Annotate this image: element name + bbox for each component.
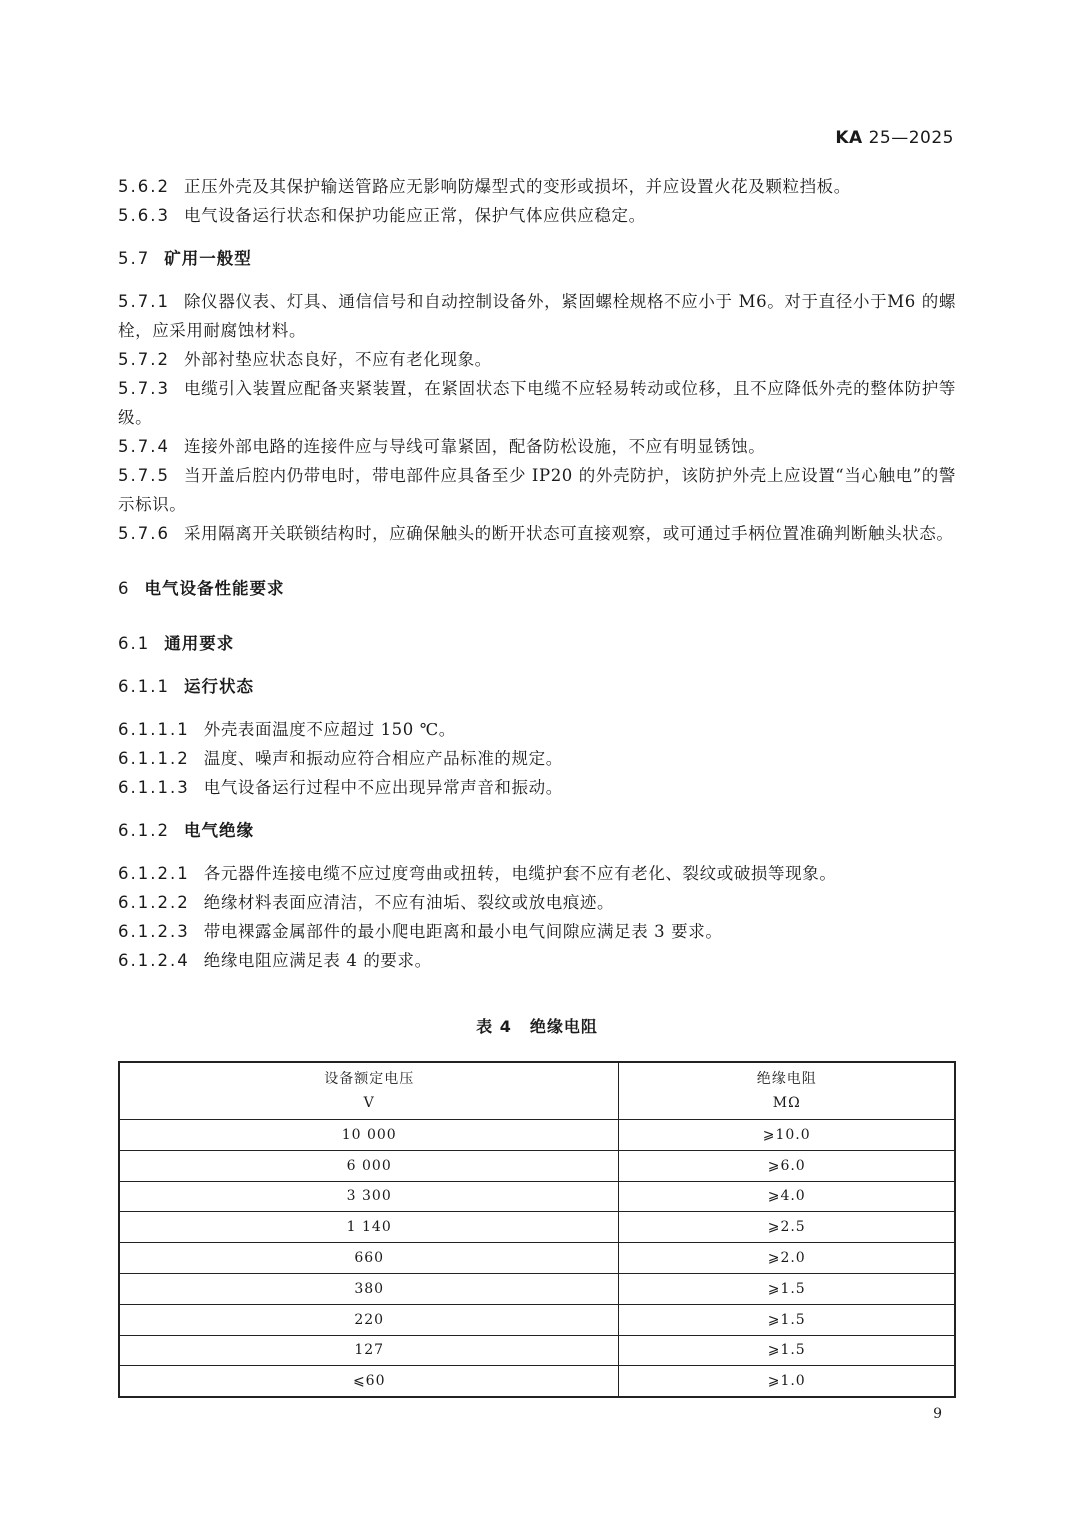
clause-text: 外壳表面温度不应超过 150 ℃。 (203, 720, 456, 739)
spacer (118, 230, 956, 244)
clause-text: 通用要求 (164, 634, 235, 653)
standard-code (835, 128, 954, 148)
clause-text: 电气绝缘 (183, 821, 254, 840)
clause-paragraph (118, 201, 956, 230)
section-heading (118, 574, 956, 603)
clause-text: 除仪器仪表、灯具、通信信号和自动控制设备外，紧固螺栓规格不应小于 M6。对于直径小于M6 的螺栓，应采用耐腐蚀材料。 (118, 292, 956, 340)
clause-text: 电气设备运行过程中不应出现异常声音和振动。 (203, 778, 563, 797)
clause-text: 电气设备性能要求 (144, 579, 285, 598)
insulation-resistance-cell: ⩾2.0 (619, 1243, 955, 1274)
insulation-resistance-cell: ⩾1.5 (619, 1335, 955, 1366)
table-row (119, 1243, 955, 1274)
clause-number: 5.7.1 (118, 292, 170, 311)
rated-voltage-cell: 1 140 (119, 1212, 619, 1243)
clause-number: 5.6.3 (118, 206, 170, 225)
clause-text: 电气设备运行状态和保护功能应正常，保护气体应供应稳定。 (183, 206, 646, 225)
table-row (119, 1304, 955, 1335)
clause-paragraph (118, 744, 956, 773)
clause-number: 6.1.2 (118, 821, 170, 840)
clause-paragraph (118, 287, 956, 345)
clause-paragraph (118, 888, 956, 917)
table-caption (118, 1014, 956, 1037)
clause-paragraph (118, 773, 956, 802)
header-insulation-resistance-label: 绝缘电阻 (756, 1071, 817, 1087)
clause-number: 6.1.1.1 (118, 720, 190, 739)
standard-code-number: 25—2025 (868, 128, 954, 148)
clause-number: 5.7.2 (118, 350, 170, 369)
clause-number: 5.6.2 (118, 177, 170, 196)
spacer (118, 802, 956, 816)
header-rated-voltage-label: 设备额定电压 (324, 1071, 415, 1087)
rated-voltage-cell: 380 (119, 1273, 619, 1304)
clause-number: 5.7.3 (118, 379, 170, 398)
clause-paragraph (118, 345, 956, 374)
body-text (118, 172, 956, 975)
rated-voltage-cell: 660 (119, 1243, 619, 1274)
table-body (119, 1120, 955, 1398)
table-row (119, 1181, 955, 1212)
section-heading (118, 672, 956, 701)
clause-paragraph (118, 917, 956, 946)
spacer (118, 603, 956, 629)
clause-text: 矿用一般型 (164, 249, 252, 268)
header-insulation-resistance (619, 1062, 955, 1120)
clause-text: 当开盖后腔内仍带电时，带电部件应具备至少 IP20 的外壳防护，该防护外壳上应设置“当心触电”的警示标识。 (118, 466, 956, 514)
clause-number: 6.1.2.4 (118, 951, 190, 970)
insulation-resistance-cell: ⩾6.0 (619, 1150, 955, 1181)
table-caption-number: 表 4 (476, 1017, 512, 1036)
header-rated-voltage (119, 1062, 619, 1120)
clause-number: 6.1.1 (118, 677, 170, 696)
header-rated-voltage-unit: V (363, 1095, 375, 1111)
clause-paragraph (118, 432, 956, 461)
clause-paragraph (118, 172, 956, 201)
section-heading (118, 244, 956, 273)
rated-voltage-cell: 6 000 (119, 1150, 619, 1181)
spacer (118, 845, 956, 859)
insulation-resistance-cell: ⩾2.5 (619, 1212, 955, 1243)
clause-number: 6.1.2.1 (118, 864, 190, 883)
clause-text: 各元器件连接电缆不应过度弯曲或扭转，电缆护套不应有老化、裂纹或破损等现象。 (203, 864, 837, 883)
clause-text: 温度、噪声和振动应符合相应产品标准的规定。 (203, 749, 563, 768)
rated-voltage-cell: 3 300 (119, 1181, 619, 1212)
table-row (119, 1120, 955, 1151)
clause-number: 6.1 (118, 634, 151, 653)
clause-number: 5.7.6 (118, 524, 170, 543)
clause-text: 连接外部电路的连接件应与导线可靠紧固，配备防松设施，不应有明显锈蚀。 (183, 437, 766, 456)
clause-number: 5.7.4 (118, 437, 170, 456)
section-heading (118, 629, 956, 658)
clause-paragraph (118, 461, 956, 519)
rated-voltage-cell: ⩽60 (119, 1366, 619, 1397)
insulation-resistance-cell: ⩾1.5 (619, 1304, 955, 1335)
clause-paragraph (118, 715, 956, 744)
spacer (118, 273, 956, 287)
clause-text: 采用隔离开关联锁结构时，应确保触头的断开状态可直接观察，或可通过手柄位置准确判断触头状态。 (183, 524, 954, 543)
page-number: 9 (933, 1406, 942, 1422)
header-insulation-resistance-unit: MΩ (772, 1095, 801, 1111)
insulation-resistance-table (118, 1061, 956, 1398)
clause-number: 5.7.5 (118, 466, 170, 485)
insulation-resistance-cell: ⩾10.0 (619, 1120, 955, 1151)
clause-text: 电缆引入装置应配备夹紧装置，在紧固状态下电缆不应轻易转动或位移，且不应降低外壳的整体防护等级。 (118, 379, 956, 427)
insulation-resistance-cell: ⩾1.0 (619, 1366, 955, 1397)
clause-number: 6.1.2.3 (118, 922, 190, 941)
table-row (119, 1212, 955, 1243)
standard-code-prefix: KA (835, 128, 863, 148)
table-row (119, 1273, 955, 1304)
spacer (118, 548, 956, 574)
clause-number: 6 (118, 579, 131, 598)
insulation-resistance-cell: ⩾1.5 (619, 1273, 955, 1304)
clause-paragraph (118, 374, 956, 432)
clause-paragraph (118, 859, 956, 888)
clause-paragraph (118, 946, 956, 975)
clause-paragraph (118, 519, 956, 548)
rated-voltage-cell: 220 (119, 1304, 619, 1335)
clause-number: 6.1.1.3 (118, 778, 190, 797)
section-heading (118, 816, 956, 845)
table-header-row (119, 1062, 955, 1120)
spacer (118, 701, 956, 715)
clause-text: 绝缘材料表面应清洁，不应有油垢、裂纹或放电痕迹。 (203, 893, 615, 912)
clause-number: 5.7 (118, 249, 151, 268)
clause-text: 带电裸露金属部件的最小爬电距离和最小电气间隙应满足表 3 要求。 (203, 922, 723, 941)
table-row (119, 1366, 955, 1397)
table-row (119, 1150, 955, 1181)
rated-voltage-cell: 10 000 (119, 1120, 619, 1151)
clause-text: 绝缘电阻应满足表 4 的要求。 (203, 951, 432, 970)
table-row (119, 1335, 955, 1366)
rated-voltage-cell: 127 (119, 1335, 619, 1366)
table-caption-text: 绝缘电阻 (529, 1017, 598, 1036)
clause-text: 运行状态 (183, 677, 254, 696)
insulation-resistance-cell: ⩾4.0 (619, 1181, 955, 1212)
clause-number: 6.1.1.2 (118, 749, 190, 768)
clause-text: 外部衬垫应状态良好，不应有老化现象。 (183, 350, 492, 369)
clause-text: 正压外壳及其保护输送管路应无影响防爆型式的变形或损坏，并应设置火花及颗粒挡板。 (183, 177, 851, 196)
clause-number: 6.1.2.2 (118, 893, 190, 912)
spacer (118, 658, 956, 672)
